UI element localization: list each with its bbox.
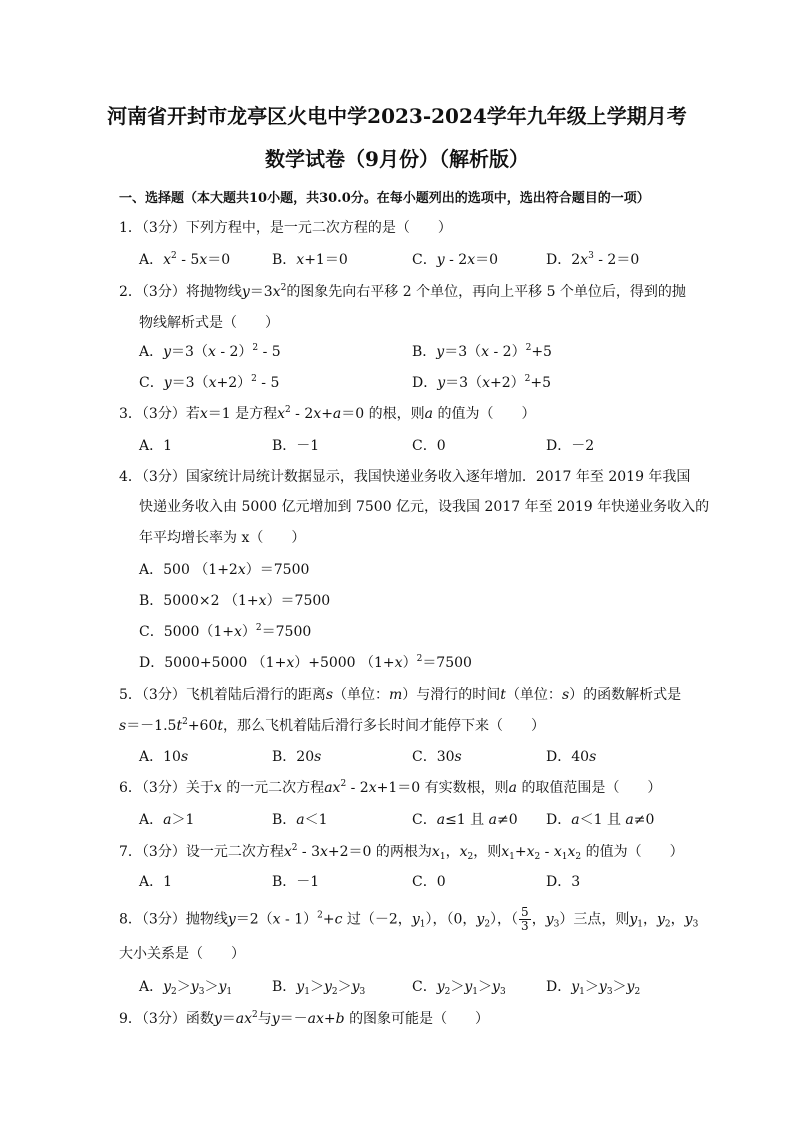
q3-option-d: D．－2	[546, 438, 595, 454]
q1-option-b: B．x+1＝0	[272, 252, 348, 268]
q3-option-b: B．－1	[272, 438, 320, 454]
question-9: 9．（3分）函数$y=ax^2$与y＝－ax+b 的图象可能是（ ）	[119, 1010, 490, 1027]
question-8: 8．（3分）抛物线y＝2（x - 1）$^2$+c 过（－2，$y_1$），（0，$y_2$），（ $\frac{5}{3}$ ，$y_3$）三点，则$y_1$，$y_2$，$y_3$	[119, 905, 699, 933]
q5-option-c: C．30s	[412, 749, 462, 765]
question-5: 5．（3分）飞机着陆后滑行的距离s（单位：m）与滑行的时间t（单位：s）的函数解析式是	[119, 687, 682, 703]
q2-option-a: A．y＝3（x - 2）$^2$ - 5	[139, 343, 281, 360]
q7-option-d: D．3	[546, 874, 581, 890]
q4-option-d: D．5000+5000 （1+x）+5000 $(1+x)^2=7500$	[139, 654, 472, 671]
question-5-cont: $s=-1.5t^2+60t$，那么飞机着陆后滑行多长时间才能停下来（ ）	[119, 717, 546, 734]
q2-option-d: D．$y=3(x+2)^2+5$	[412, 374, 551, 391]
q5-option-d: D．40s	[546, 749, 597, 765]
q8-option-a: A．$y_2>y_3>y_1$	[139, 979, 233, 997]
q1-option-d: D．$2x^3 - 2=0$	[546, 251, 640, 268]
question-2: 2．（3分）将抛物线$y=3x^2$的图象先向右平移 2 个单位，再向上平移 5 个单位后，得到的抛	[119, 283, 686, 300]
question-1: 1．（3分）下列方程中，是一元二次方程的是（ ）	[119, 220, 452, 236]
q4-option-b: B．5000×2 （1+x）＝7500	[139, 593, 331, 609]
q6-option-a: A．a＞1	[139, 812, 195, 828]
question-3: 3．（3分）若x＝1 是方程$x^2 - 2x+a=0$ 的根，则a 的值为（ ）	[119, 405, 536, 422]
paper-title-line2: 数学试卷（9月份）（解析版）	[265, 147, 529, 171]
paper-title-line1: 河南省开封市龙亭区火电中学2023-2024学年九年级上学期月考	[107, 104, 687, 128]
q7-option-b: B．－1	[272, 874, 320, 890]
q7-option-c: C．0	[412, 874, 446, 890]
question-4: 4．（3分）国家统计局统计数据显示，我国快递业务收入逐年增加．2017 年至 2019 年我国	[119, 469, 691, 485]
q8-option-b: B．$y_1>y_2>y_3$	[272, 979, 366, 997]
section-heading: 一、选择题（本大题共10小题，共30.0分。在每小题列出的选项中，选出符合题目的一项）	[119, 191, 650, 206]
q2-option-c: C．$y=3(x+2)^2 - 5$	[139, 374, 280, 391]
question-7: 7．（3分）设一元二次方程$x^2 - 3x+2=0$ 的两根为$x_1$，$x_2$，则$x_1+x_2 - x_1x_2$ 的值为（ ）	[119, 843, 684, 862]
q8-option-c: C．$y_2>y_1>y_3$	[412, 979, 506, 997]
question-4-cont2: 年平均增长率为 x（ ）	[139, 530, 306, 546]
q4-option-c: C．$5000(1+x)^2=7500$	[139, 623, 312, 640]
fraction-5-3: $\frac{5}{3}$	[521, 905, 529, 933]
q6-option-b: B．a＜1	[272, 812, 328, 828]
q7-option-a: A．1	[139, 874, 173, 890]
q1-option-c: C．y - 2x＝0	[412, 252, 499, 268]
q4-option-a: A．500 （1+2x）＝7500	[139, 562, 310, 578]
q5-option-a: A．10s	[139, 749, 189, 765]
q5-option-b: B．20s	[272, 749, 322, 765]
question-2-cont: 物线解析式是（ ）	[139, 315, 279, 331]
q6-option-c: C．a≤1 且 a≠0	[412, 812, 518, 828]
q6-option-d: D．a＜1 且 a≠0	[546, 812, 655, 828]
question-4-cont1: 快递业务收入由 5000 亿元增加到 7500 亿元，设我国 2017 年至 2019 年快递业务收入的	[139, 499, 710, 515]
q2-option-b: B．y＝3（x - 2）$^2$+5	[412, 343, 552, 360]
q3-option-c: C．0	[412, 438, 446, 454]
q8-option-d: D．$y_1>y_3>y_2$	[546, 979, 641, 997]
question-8-cont: 大小关系是（ ）	[119, 946, 245, 962]
q1-option-a: A．$x^2 - 5x=0$	[139, 251, 231, 268]
question-6: 6．（3分）关于x 的一元二次方程$ax^2 - 2x+1=0$ 有实数根，则a 的取值范围是（ ）	[119, 779, 662, 796]
q3-option-a: A．1	[139, 438, 173, 454]
